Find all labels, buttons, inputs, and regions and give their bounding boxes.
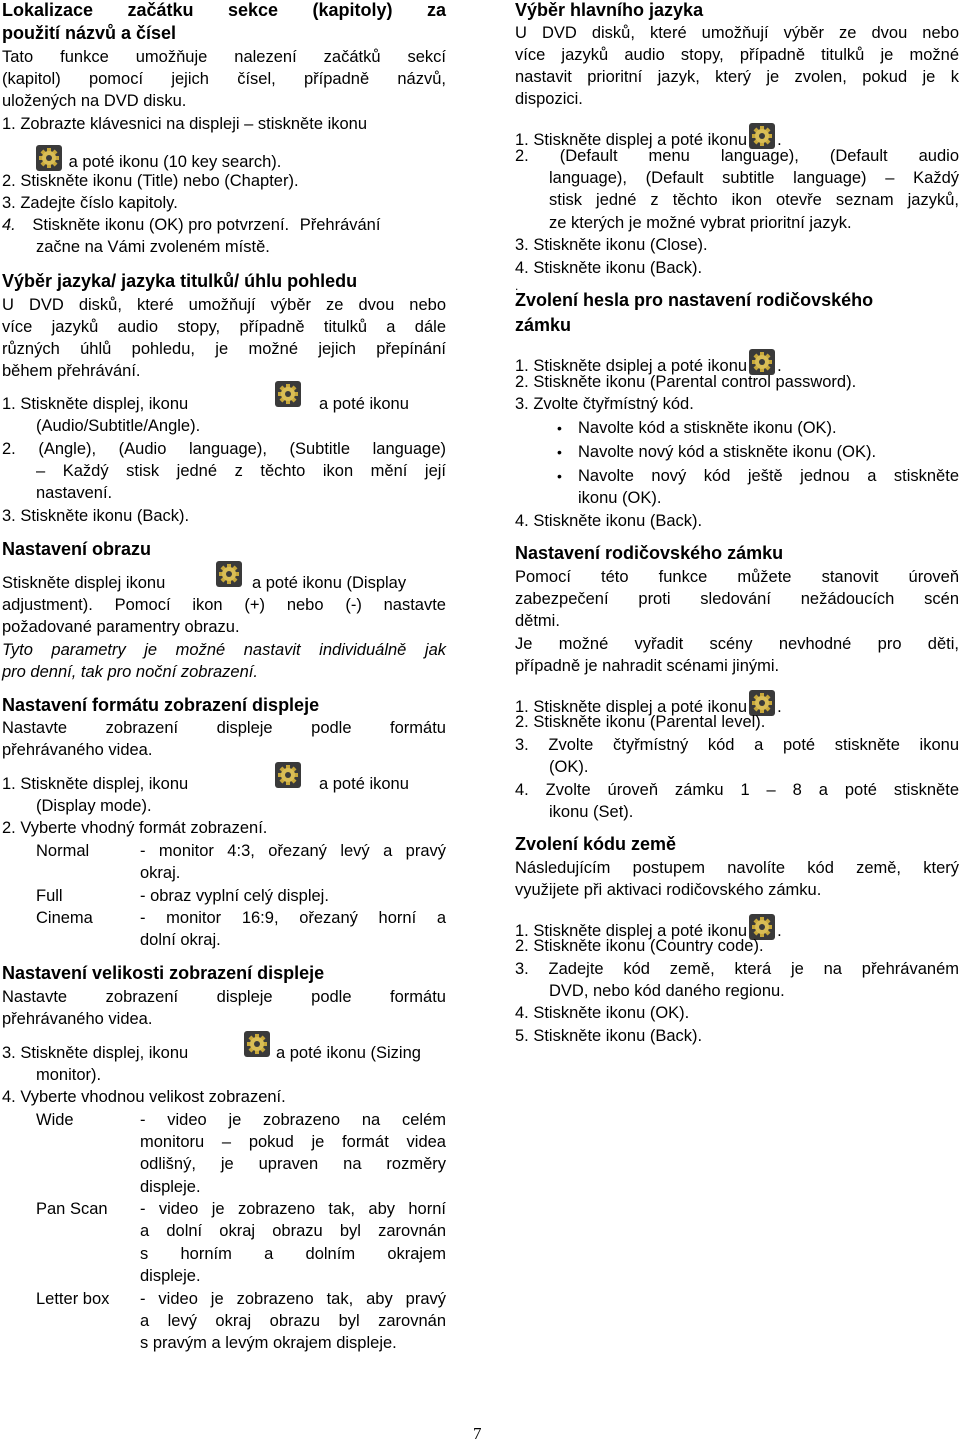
step-text: 1. Stiskněte displej a poté ikonu (515, 922, 748, 940)
step-line: 3. Zvolte čtyřmístný kód a poté stiskněte ikonu (515, 736, 959, 754)
step-line: 2. (Default menu language), (Default audio (515, 147, 959, 165)
step-line: 2. Vyberte vhodný formát zobrazení. (2, 819, 268, 837)
paragraph-line: Nastavte zobrazení displeje podle formátu (2, 988, 446, 1006)
definition: - obraz vyplní celý displej. (140, 887, 329, 905)
step-line: 3. Stiskněte displej, ikonu (2, 1044, 189, 1062)
definition: dolní okraj. (140, 931, 221, 949)
step-line: 5. Stiskněte ikonu (Back). (515, 1027, 703, 1045)
stray-dot: . (515, 279, 519, 293)
step-line: 3. Stiskněte ikonu (Back). (2, 507, 190, 525)
step-line: a poté ikonu (Sizing (276, 1044, 421, 1062)
definition: - monitor 4:3, ořezaný levý a pravý (140, 842, 446, 860)
step-line: 4. Zvolte úroveň zámku 1 – 8 a poté stiskněte (515, 781, 959, 799)
step-line: a poté ikonu (319, 395, 409, 413)
bullet-icon: • (557, 420, 562, 436)
step-line: 4. Stiskněte ikonu (Back). (515, 512, 703, 530)
section-title: Nastavení obrazu (2, 539, 152, 559)
paragraph-line: přehrávaného videa. (2, 741, 153, 759)
step-line: 2. Stiskněte ikonu (Parental level). (515, 713, 766, 731)
definition: a levý okraj obrazu byl zarovnán (140, 1312, 446, 1330)
paragraph-line: pro denní, tak pro noční zobrazení. (2, 663, 258, 681)
paragraph-line: více jazyků audio stopy, případně titulků je možné (515, 46, 959, 64)
step-line: 2. (Angle), (Audio language), (Subtitle language) (2, 440, 446, 458)
step-line: 3. Stiskněte ikonu (Close). (515, 236, 708, 254)
paragraph-line: uložených na DVD disku. (2, 92, 187, 110)
step-line: 1. Stiskněte displej, ikonu (2, 775, 189, 793)
step-text: a poté ikonu (10 key search). (68, 153, 282, 171)
paragraph-line: U DVD disků, které umožňují výběr ze dvou nebo (2, 296, 446, 314)
paragraph-line: Stiskněte displej ikonu (2, 574, 166, 592)
paragraph-line: Je možné vyřadit scény nevhodné pro děti, (515, 635, 959, 653)
definition: odlišný, je upraven na rozměry (140, 1155, 446, 1173)
step-text: 1. Stiskněte displej a poté ikonu (515, 698, 748, 716)
definition: displeje. (140, 1267, 201, 1285)
step-line: 3. Zvolte čtyřmístný kód. (515, 395, 694, 413)
term: Wide (36, 1111, 74, 1129)
step-text: Přehrávání (299, 216, 381, 234)
step-line: (Audio/Subtitle/Angle). (36, 417, 201, 435)
step-line: 4. Stiskněte ikonu (OK). (515, 1004, 690, 1022)
page-number: 7 (473, 1424, 482, 1443)
paragraph-line: Tato funkce umožňuje nalezení začátků sekcí (2, 48, 446, 66)
paragraph-line: různých úhlů pohledu, je možné jejich přepínání (2, 340, 446, 358)
section-title: zámku (515, 315, 572, 335)
definition: - video je zobrazeno tak, aby horní (140, 1200, 446, 1218)
gear-settings-icon (275, 381, 301, 407)
term: Pan Scan (36, 1200, 108, 1218)
section-title: Nastavení rodičovského zámku (515, 543, 784, 563)
step-text: 1. Stiskněte dsiplej a poté ikonu (515, 357, 748, 375)
paragraph-line: přehrávaného videa. (2, 1010, 153, 1028)
section-title: použití názvů a čísel (2, 23, 177, 43)
step-line: nastavení. (36, 484, 113, 502)
paragraph-line: dispozici. (515, 90, 583, 108)
section-title: Zvolení kódu země (515, 834, 677, 854)
section-title: Výběr hlavního jazyka (515, 0, 704, 20)
bullet-line: Navolte nový kód a stiskněte ikonu (OK). (578, 443, 877, 461)
step-line: 4. Vyberte vhodnou velikost zobrazení. (2, 1088, 286, 1106)
paragraph-line: během přehrávání. (2, 362, 141, 380)
step-line: 2. Stiskněte ikonu (Title) nebo (Chapter). (2, 172, 299, 190)
step-line: monitor). (36, 1066, 102, 1084)
paragraph-line: adjustment). Pomocí ikon (+) nebo (-) nastavte (2, 596, 446, 614)
step-line: začne na Vámi zvoleném místě. (36, 238, 270, 256)
paragraph-line: Tyto parametry je možné nastavit individuálně jak (2, 641, 446, 659)
definition: s horním a dolním okrajem (140, 1245, 446, 1263)
paragraph-line: U DVD disků, které umožňují výběr ze dvou nebo (515, 24, 959, 42)
definition: - monitor 16:9, ořezaný horní a (140, 909, 446, 927)
gear-settings-icon (244, 1031, 270, 1057)
paragraph-line: zabezpečení proti sledování nežádoucích scén (515, 590, 959, 608)
term: Normal (36, 842, 90, 860)
paragraph-line: Nastavte zobrazení displeje podle formátu (2, 719, 446, 737)
term: Full (36, 887, 63, 905)
step-text: . (777, 698, 782, 716)
paragraph-line: případně je nahradit scénami jinými. (515, 657, 780, 675)
gear-settings-icon (36, 145, 62, 171)
step-line (2, 215, 380, 235)
step-line: 1. Zobrazte klávesnici na displeji – stiskněte ikonu (2, 115, 368, 133)
step-line: 3. Zadejte kód země, která je na přehrávaném (515, 960, 959, 978)
step-line: 2. Stiskněte ikonu (Parental control password). (515, 373, 857, 391)
definition: okraj. (140, 864, 181, 882)
definition: displeje. (140, 1178, 201, 1196)
paragraph-line: nastavit prioritní jazyk, který je zvolen, pokud je k (515, 68, 959, 86)
paragraph-line: Pomocí této funkce můžete stanovit úroveň (515, 568, 959, 586)
paragraph-line: a poté ikonu (Display (252, 574, 407, 592)
definition: monitoru – pokud je formát videa (140, 1133, 446, 1151)
section-title: Lokalizace začátku sekce (kapitoly) za (2, 0, 446, 20)
step-line: 4. Stiskněte ikonu (Back). (515, 259, 703, 277)
definition: - video je zobrazeno na celém (140, 1111, 446, 1129)
term: Cinema (36, 909, 93, 927)
paragraph-line: (kapitol) pomocí jejich čísel, případně názvů, (2, 70, 446, 88)
step-line: ikonu (Set). (549, 803, 634, 821)
section-title: Nastavení formátu zobrazení displeje (2, 695, 320, 715)
step-text: . (777, 922, 782, 940)
step-line (36, 145, 281, 172)
gear-settings-icon (275, 762, 301, 788)
step-line: (Display mode). (36, 797, 152, 815)
step-line: (OK). (549, 758, 589, 776)
step-text: . (777, 357, 782, 375)
step-line: – Každý stisk jedné z těchto ikon mění její (36, 462, 446, 480)
definition: s pravým a levým okrajem displeje. (140, 1334, 397, 1352)
paragraph-line: dětmi. (515, 612, 560, 630)
step-line: ze kterých je možné vybrat prioritní jazyk. (549, 214, 852, 232)
step-line: a poté ikonu (319, 775, 409, 793)
term: Letter box (36, 1290, 110, 1308)
bullet-line: Navolte nový kód ještě jednou a stiskněte (578, 467, 959, 485)
bullet-icon: • (557, 444, 562, 460)
step-text: . (777, 131, 782, 149)
step-text: 1. Stiskněte displej a poté ikonu (515, 131, 748, 149)
step-line: DVD, nebo kód daného regionu. (549, 982, 785, 1000)
bullet-line: ikonu (OK). (578, 489, 662, 507)
paragraph-line: využijete při aktivaci rodičovského zámku. (515, 881, 822, 899)
paragraph-line: více jazyků audio stopy, případně titulků a dále (2, 318, 446, 336)
section-title: Výběr jazyka/ jazyka titulků/ úhlu pohledu (2, 271, 358, 291)
step-number: 4. (2, 216, 16, 234)
step-line: 1. Stiskněte displej, ikonu (2, 395, 189, 413)
step-line: language), (Default subtitle language) – Každý (549, 169, 959, 187)
section-title: Nastavení velikosti zobrazení displeje (2, 963, 325, 983)
gear-settings-icon (216, 561, 242, 587)
definition: a dolní okraj obrazu byl zarovnán (140, 1222, 446, 1240)
step-line: 2. Stiskněte ikonu (Country code). (515, 937, 764, 955)
paragraph-line: Následujícím postupem navolíte kód země, který (515, 859, 959, 877)
paragraph-line: požadované paramentry obrazu. (2, 618, 240, 636)
definition: - video je zobrazeno tak, aby pravý (140, 1290, 446, 1308)
step-text: Stiskněte ikonu (OK) pro potvrzení. (32, 216, 290, 234)
step-line: stisk jedné z těchto ikon otevře seznam jazyků, (549, 191, 959, 209)
section-title: Zvolení hesla pro nastavení rodičovského (515, 290, 874, 310)
step-line: 3. Zadejte číslo kapitoly. (2, 194, 178, 212)
bullet-line: Navolte kód a stiskněte ikonu (OK). (578, 419, 837, 437)
bullet-icon: • (557, 468, 562, 484)
